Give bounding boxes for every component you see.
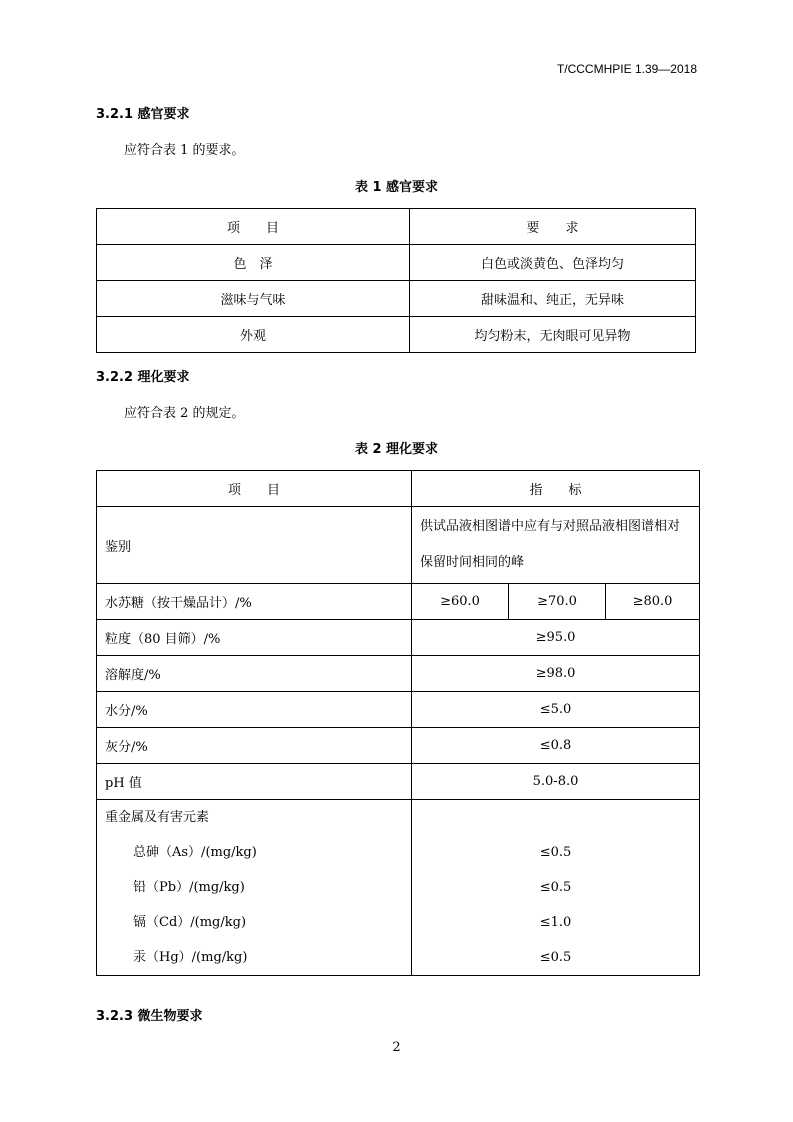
heavy-metal-item: 镉（Cd）/(mg/kg)	[133, 915, 247, 930]
row-item: 水苏糖（按干燥品计）/%	[97, 584, 412, 620]
row-value: ≤0.8	[412, 728, 700, 764]
table-row	[97, 317, 696, 353]
row-value: ≥98.0	[412, 656, 700, 692]
row-item: pH 值	[97, 764, 412, 800]
document-code: T/CCCMHPIE 1.39—2018	[556, 62, 697, 76]
row-requirement: 白色或淡黄色、色泽均匀	[410, 245, 696, 281]
table-row-heavy-metals	[97, 800, 700, 976]
heavy-metal-title: 重金属及有害元素	[105, 810, 210, 825]
heavy-metal-values	[412, 800, 700, 976]
sensory-table	[96, 208, 696, 353]
section-heading-3-2-3: 3.2.3 微生物要求	[96, 1009, 203, 1024]
row-item: 溶解度/%	[97, 656, 412, 692]
row-value: ≤5.0	[412, 692, 700, 728]
header-cell-item: 项 目	[97, 209, 410, 245]
heavy-metal-item: 总砷（As）/(mg/kg)	[133, 845, 257, 860]
table-row	[97, 692, 700, 728]
heavy-metal-value: ≤0.5	[539, 845, 572, 860]
header-cell-index: 指 标	[412, 471, 700, 507]
section-paragraph: 应符合表 1 的要求。	[124, 143, 245, 158]
row-value-grade-1: ≥60.0	[412, 584, 509, 620]
row-item: 外观	[97, 317, 410, 353]
table-row	[97, 656, 700, 692]
table-row	[97, 728, 700, 764]
section-heading-3-2-1: 3.2.1 感官要求	[96, 107, 190, 122]
row-item: 鉴别	[97, 507, 412, 584]
heavy-metal-value: ≤1.0	[539, 915, 572, 930]
row-value: 5.0-8.0	[412, 764, 700, 800]
table-2-caption: 表 2 理化要求	[354, 442, 439, 457]
table-header-row	[97, 471, 700, 507]
row-item: 粒度（80 目筛）/%	[97, 620, 412, 656]
table-row	[97, 281, 696, 317]
row-value: 供试品液相图谱中应有与对照品液相图谱相对保留时间相同的峰	[412, 507, 700, 584]
table-1-caption: 表 1 感官要求	[354, 180, 439, 195]
row-value-grade-3: ≥80.0	[606, 584, 700, 620]
row-requirement: 均匀粉末，无肉眼可见异物	[410, 317, 696, 353]
header-cell-item: 项 目	[97, 471, 412, 507]
row-requirement: 甜味温和、纯正，无异味	[410, 281, 696, 317]
table-header-row	[97, 209, 696, 245]
section-paragraph: 应符合表 2 的规定。	[124, 406, 245, 421]
table-row	[97, 507, 700, 584]
heavy-metal-items	[97, 800, 412, 976]
heavy-metal-value: ≤0.5	[539, 880, 572, 895]
physicochemical-table	[96, 470, 700, 976]
row-item: 灰分/%	[97, 728, 412, 764]
header-cell-requirement: 要 求	[410, 209, 696, 245]
table-row	[97, 620, 700, 656]
row-item: 水分/%	[97, 692, 412, 728]
table-row	[97, 245, 696, 281]
heavy-metal-item: 汞（Hg）/(mg/kg)	[133, 950, 248, 965]
row-value-grade-2: ≥70.0	[509, 584, 606, 620]
table-row	[97, 584, 700, 620]
heavy-metal-item: 铅（Pb）/(mg/kg)	[133, 880, 245, 895]
table-row	[97, 764, 700, 800]
row-item: 滋味与气味	[97, 281, 410, 317]
section-heading-3-2-2: 3.2.2 理化要求	[96, 370, 190, 385]
row-value: ≥95.0	[412, 620, 700, 656]
page-number: 2	[392, 1040, 401, 1055]
heavy-metal-value: ≤0.5	[539, 950, 572, 965]
row-item: 色 泽	[97, 245, 410, 281]
